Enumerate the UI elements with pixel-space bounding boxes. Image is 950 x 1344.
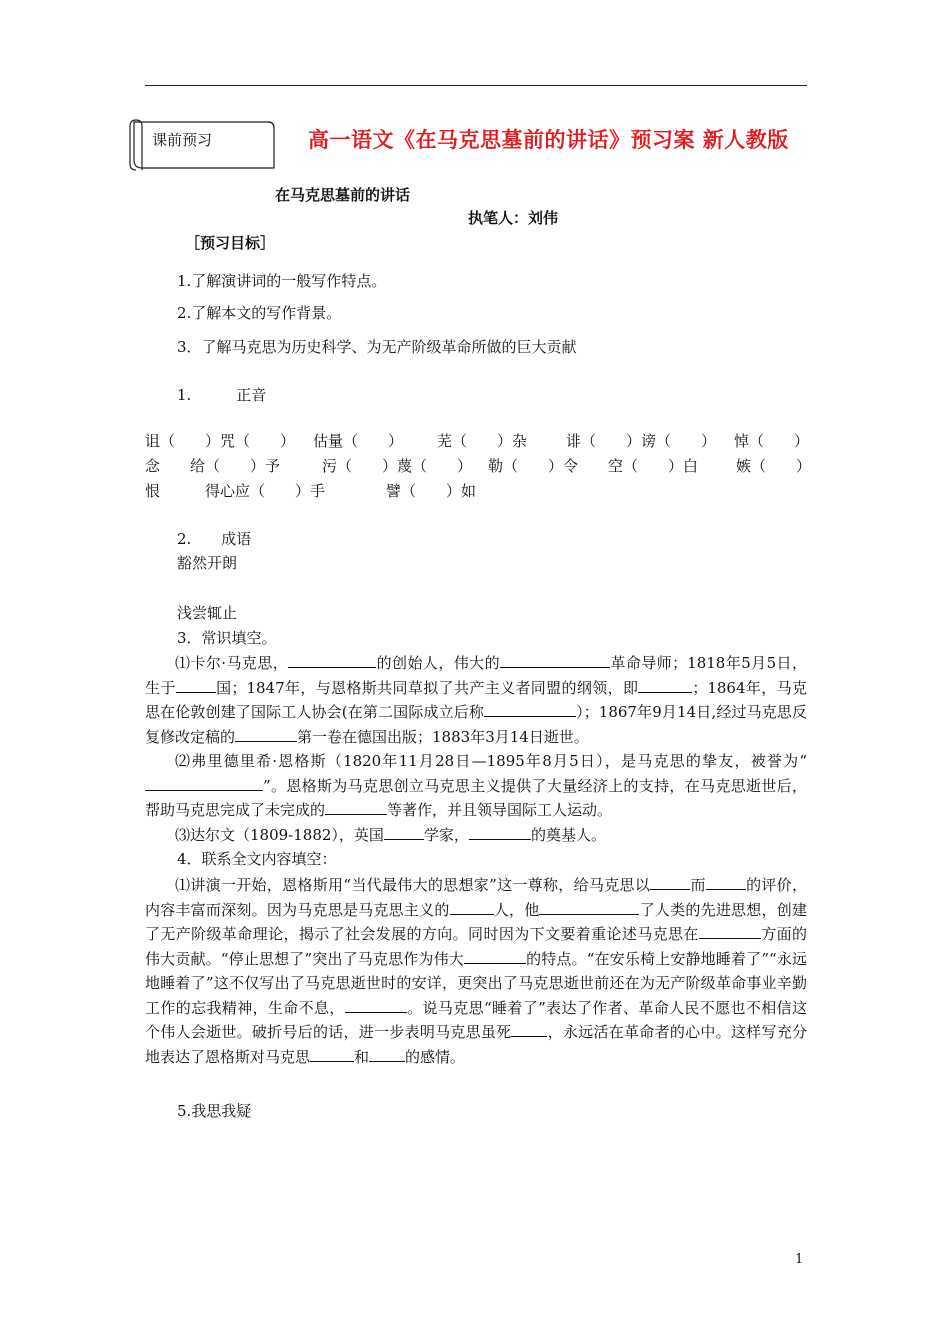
section-heading-knowledge: 3．常识填空。 (177, 629, 277, 647)
pinyin-item: 污（ ）蔑（ ） (322, 457, 473, 475)
objective-item: 3．了解马克思为历史科学、为无产阶级革命所做的巨大贡献 (177, 338, 577, 356)
blank[interactable] (369, 1047, 405, 1062)
blank[interactable] (310, 1047, 354, 1062)
tag-label: 课前预习 (152, 131, 213, 149)
pinyin-item: 勒（ ）令 (488, 457, 579, 475)
section-heading-pronunciation: 1. 正音 (177, 386, 267, 404)
question-3-3: ⑶达尔文（1809-1882），英国 学家， 的奠基人。 (175, 826, 606, 844)
top-rule (145, 85, 807, 86)
section-heading-idioms: 2. 成语 (177, 530, 252, 548)
blank[interactable] (288, 653, 376, 668)
objective-item: 2.了解本文的写作背景。 (177, 304, 342, 322)
pinyin-item: 诅（ ）咒（ ） (145, 432, 296, 450)
pinyin-item: 譬（ ）如 (386, 482, 477, 500)
pinyin-item: 悼（ ） (734, 432, 810, 450)
pinyin-item: 空（ ）白 (608, 457, 699, 475)
pinyin-item: 念 给（ ）予 (145, 457, 281, 475)
objective-item: 1.了解演讲词的一般写作特点。 (177, 272, 387, 290)
blank[interactable] (500, 653, 610, 668)
idiom-item: 豁然开朗 (177, 554, 238, 572)
pinyin-item: 嫉（ ） (736, 457, 812, 475)
blank[interactable] (145, 776, 263, 791)
blank[interactable] (511, 1022, 547, 1037)
blank[interactable] (325, 800, 387, 815)
pinyin-item: 恨 得心应（ ）手 (145, 482, 326, 500)
blank[interactable] (176, 678, 216, 693)
pinyin-item: 估量（ ） (313, 432, 404, 450)
blank[interactable] (450, 900, 494, 915)
section-heading-reflection: 5.我思我疑 (177, 1102, 252, 1120)
blank[interactable] (345, 998, 407, 1013)
pinyin-item: 芜（ ）杂 (437, 432, 528, 450)
author-line: 执笔人：刘伟 (468, 209, 559, 227)
blank[interactable] (235, 727, 297, 742)
text-title: 在马克思墓前的讲话 (275, 186, 411, 204)
pinyin-item: 诽（ ）谤（ ） (566, 432, 717, 450)
blank[interactable] (650, 875, 690, 890)
section-heading-fill: 4．联系全文内容填空： (177, 850, 337, 868)
blank[interactable] (384, 825, 424, 840)
blank[interactable] (484, 702, 576, 717)
objectives-heading: ［预习目标］ (185, 234, 276, 252)
blank[interactable] (464, 949, 526, 964)
question-3-2: ⑵弗里德里希·恩格斯（1820年11月28日—1895年8月5日），是马克思的挚友，被誉为“”。恩格斯为马克思创立马克思主义提供了大量经济上的支持，在马克思逝世后，帮助马克思完成了未完成的 等著作，并且领导国际工人运动。 (145, 752, 807, 819)
blank[interactable] (469, 825, 531, 840)
idiom-item: 浅尝辄止 (177, 604, 238, 622)
blank[interactable] (539, 900, 639, 915)
blank[interactable] (706, 875, 746, 890)
blank[interactable] (699, 924, 761, 939)
question-3-1: ⑴卡尔·马克思， 的创始人，伟大的 革命导师；1818年5月5日，生于 国；1847年，与恩格斯共同草拟了共产主义者同盟的纲领，即 ；1864年，马克思在伦敦创建了国际工人协会(在第二国际成立后称 ）；1867年9月14日,经过马克思反复修改定稿的 第一卷在德国出版；1883年3月14日逝世。 (145, 654, 808, 746)
question-4: ⑴讲演一开始，恩格斯用“当代最伟大的思想家”这一尊称，给马克思以 而 的评价，内容丰富而深刻。因为马克思是马克思主义的 人，他 了人类的先进思想，创建了无产阶级革命理论，揭示了社会发展的方向。同时因为下文要着重论述马克思在 方面的伟大贡献。“停止思想了”突出了马克思作为伟大 的特点。“在安乐椅上安静地睡着了”“永远地睡着了”这不仅写出了马克思逝世时的安详，更突出了马克思逝世前还在为无产阶级革命事业辛勤工作的忘我精神，生命不息， 。说马克思“睡着了”表达了作者、革命人民不愿也不相信这个伟人会逝世。破折号后的话，进一步表明马克思虽死 ，永远活在革命者的心中。这样写充分地表达了恩格斯对马克思 和 的感情。 (145, 876, 807, 1066)
page-number: 1 (795, 1252, 804, 1267)
blank[interactable] (638, 678, 692, 693)
page-title: 高一语文《在马克思墓前的讲话》预习案 新人教版 (308, 128, 789, 152)
